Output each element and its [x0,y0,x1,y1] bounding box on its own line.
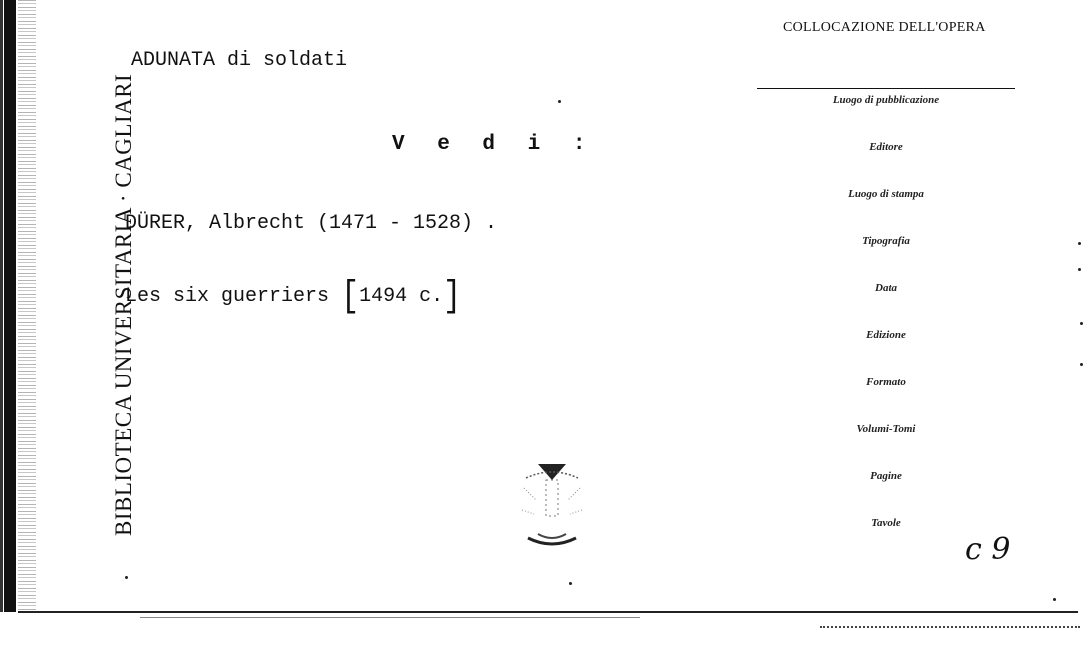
library-stamp: BIBLIOTECA UNIVERSITARIA · CAGLIARI [111,73,136,536]
field-data: Data [875,282,897,294]
library-ink-stamp-icon [516,458,588,550]
field-tavole: Tavole [871,517,901,529]
field-luogo-stampa: Luogo di stampa [848,188,924,200]
field-pagine: Pagine [870,470,902,482]
field-formato: Formato [866,376,906,388]
speck [1078,268,1081,271]
form-header: COLLOCAZIONE DELL'OPERA [783,20,986,35]
author-line: DÜRER, Albrecht (1471 - 1528) . [125,212,498,235]
speck [1053,598,1056,601]
speck [1080,363,1083,366]
bracket-open: [ [341,275,360,319]
speck [125,576,128,579]
bracket-close: ] [443,275,462,319]
speck [1080,322,1083,325]
work-title: Les six guerriers [125,285,330,308]
form-rule [757,88,1015,89]
handwritten-mark: c 9 [965,532,1011,567]
scan-line [820,626,1080,629]
speck [558,100,561,103]
speck [1078,242,1081,245]
binding-edge [0,0,36,612]
work-date: 1494 c. [359,285,444,308]
field-edizione: Edizione [866,329,906,341]
card-bottom-edge [18,611,1078,613]
field-volumi-tomi: Volumi-Tomi [856,423,916,435]
work-line [125,275,462,319]
field-editore: Editore [869,141,903,153]
speck [569,582,572,585]
field-luogo-pubblicazione: Luogo di pubblicazione [832,94,940,106]
scan-line [140,617,640,618]
field-tipografia: Tipografia [862,235,910,247]
entry-title: ADUNATA di soldati [131,49,348,72]
see-reference: V e d i : [392,133,596,156]
